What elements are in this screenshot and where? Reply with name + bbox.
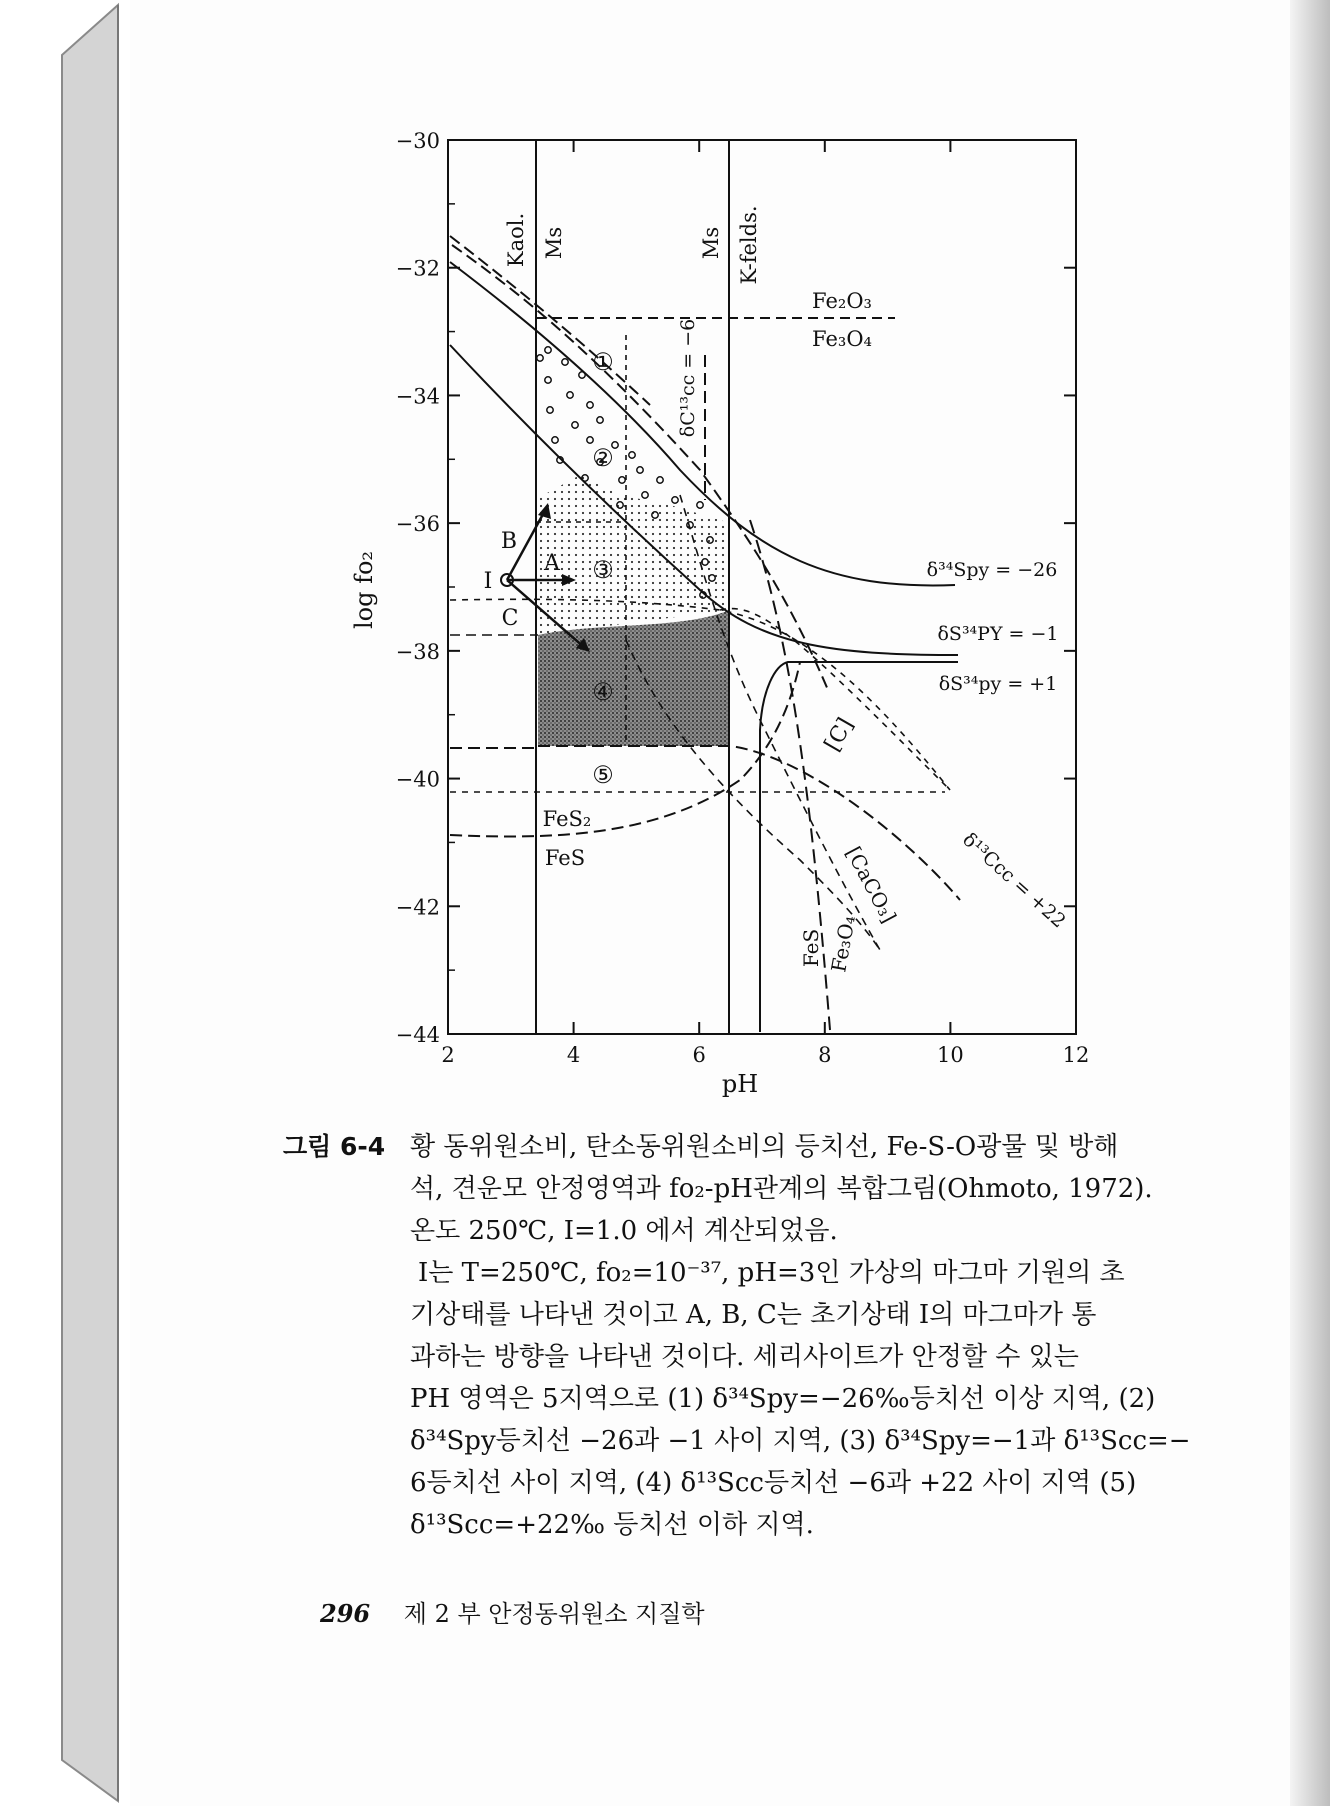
y-tick-label: −36 [395, 512, 440, 537]
label-spy-minus26: δ³⁴Spy = −26 [926, 559, 1058, 581]
zone-circle-mark [547, 407, 553, 413]
caption-para-line: I는 T=250℃, fo₂=10⁻³⁷, pH=3인 가상의 마그마 기원의 초 [418, 1258, 1125, 1288]
zone-1-label: ① [592, 348, 614, 376]
ccc-dash-b [720, 609, 950, 790]
caption-para-line: 기상태를 나타낸 것이고 A, B, C는 초기상태 I의 마그마가 통 [410, 1300, 1097, 1330]
x-tick-label: 8 [818, 1043, 832, 1067]
y-tick-label: −34 [395, 384, 440, 409]
zone-3-label: ③ [592, 556, 614, 584]
label-caco3-field: [CaCO₃] [841, 842, 902, 927]
zone-circle-mark [619, 477, 625, 483]
y-ticks [396, 129, 1076, 1047]
y-tick-label: −40 [395, 767, 440, 792]
label-fe3o4: Fe₃O₄ [812, 327, 872, 351]
label-spy-minus1: δS³⁴PY = −1 [937, 623, 1059, 645]
x-tick-label: 12 [1062, 1043, 1090, 1067]
vector-b-label: B [500, 529, 518, 554]
label-ms-left: Ms [542, 226, 566, 260]
x-tick-label: 6 [692, 1043, 706, 1067]
page-footer [320, 1594, 705, 1629]
vector-c-label: C [501, 606, 519, 631]
zone-circle-mark [537, 355, 543, 361]
label-fes-vertical: FeS [799, 928, 823, 968]
label-fe3o4-vertical: Fe₃O₄ [826, 913, 860, 974]
isopleth-upper-dash1 [450, 236, 650, 405]
zone-circle-mark [597, 417, 603, 423]
vector-a-label: A [544, 551, 560, 576]
x-tick-label: 10 [937, 1043, 964, 1067]
label-fes: FeS [544, 846, 586, 870]
figure-label: 그림 6-4 [283, 1132, 386, 1161]
caption-line: 석, 견운모 안정영역과 fo₂-pH관계의 복합그림(Ohmoto, 1972). [410, 1174, 1153, 1204]
y-tick-label: −44 [395, 1023, 440, 1047]
zone-circle-mark [587, 437, 593, 443]
zone-circle-mark [545, 377, 551, 383]
caption-line: 온도 250℃, I=1.0 에서 계산되었음. [410, 1216, 838, 1246]
caption-line: 황 동위원소비, 탄소동위원소비의 등치선, Fe-S-O광물 및 방해 [410, 1132, 1119, 1162]
label-kfelds: K-felds. [737, 205, 761, 285]
caption-para-line: 과하는 방향을 나타낸 것이다. 세리사이트가 안정할 수 있는 [410, 1342, 1079, 1372]
zone-2-label: ② [592, 444, 614, 472]
label-spy-plus1: δS³⁴py = +1 [938, 673, 1058, 695]
caption-para-line: PH 영역은 5지역으로 (1) δ³⁴Spy=−26‰등치선 이상 지역, (2) [410, 1384, 1156, 1414]
label-ccc-minus6: δC¹³cc = −6 [677, 318, 699, 438]
figure-caption [410, 1126, 1191, 1546]
zone-circle-mark [642, 492, 648, 498]
label-fe2o3: Fe₂O₃ [812, 289, 872, 313]
y-tick-label: −42 [395, 895, 440, 920]
zone-circle-mark [545, 347, 551, 353]
zone-circle-mark [657, 477, 663, 483]
zone-circle-mark [697, 502, 703, 508]
y-tick-label: −30 [395, 129, 440, 153]
x-tick-label: 4 [566, 1043, 581, 1067]
zone-circle-mark [637, 467, 643, 473]
zone-5-label: ⑤ [592, 761, 614, 789]
zone-circle-mark [552, 437, 558, 443]
y-tick-label: −38 [395, 639, 440, 664]
initial-point-label: I [483, 569, 493, 594]
zone-circle-mark [672, 497, 678, 503]
caption-para-line: 6등치선 사이 지역, (4) δ¹³Scc등치선 −6과 +22 사이 지역 (5) [410, 1468, 1137, 1498]
caption-para-line: δ¹³Scc=+22‰ 등치선 이하 지역. [410, 1510, 814, 1540]
zone-circle-mark [579, 372, 585, 378]
zone-circle-mark [587, 402, 593, 408]
zone-circle-mark [567, 392, 573, 398]
zone-circle-mark [572, 422, 578, 428]
zone-4-label: ④ [592, 678, 614, 706]
axis-x-label: pH [721, 1070, 759, 1098]
label-ccc-plus22: δ¹³Ccc = +22 [958, 828, 1070, 933]
zone-circle-mark [562, 359, 568, 365]
axis-y-label: log fo₂ [350, 550, 378, 630]
section-title: 제 2 부 안정동위원소 지질학 [403, 1600, 705, 1628]
y-tick-label: −32 [395, 256, 440, 281]
zone-3-fill [538, 475, 730, 635]
label-c-field: [C] [820, 713, 859, 756]
x-tick-label: 2 [441, 1043, 455, 1067]
label-kaol: Kaol. [504, 212, 528, 268]
caption-para-line: δ³⁴Spy등치선 −26과 −1 사이 지역, (3) δ³⁴Spy=−1과 δ¹³Scc=− [410, 1426, 1191, 1456]
label-fes2: FeS₂ [542, 807, 592, 831]
page-number: 296 [320, 1599, 371, 1628]
label-ms-right: Ms [699, 226, 723, 260]
zone-circle-mark [629, 452, 635, 458]
